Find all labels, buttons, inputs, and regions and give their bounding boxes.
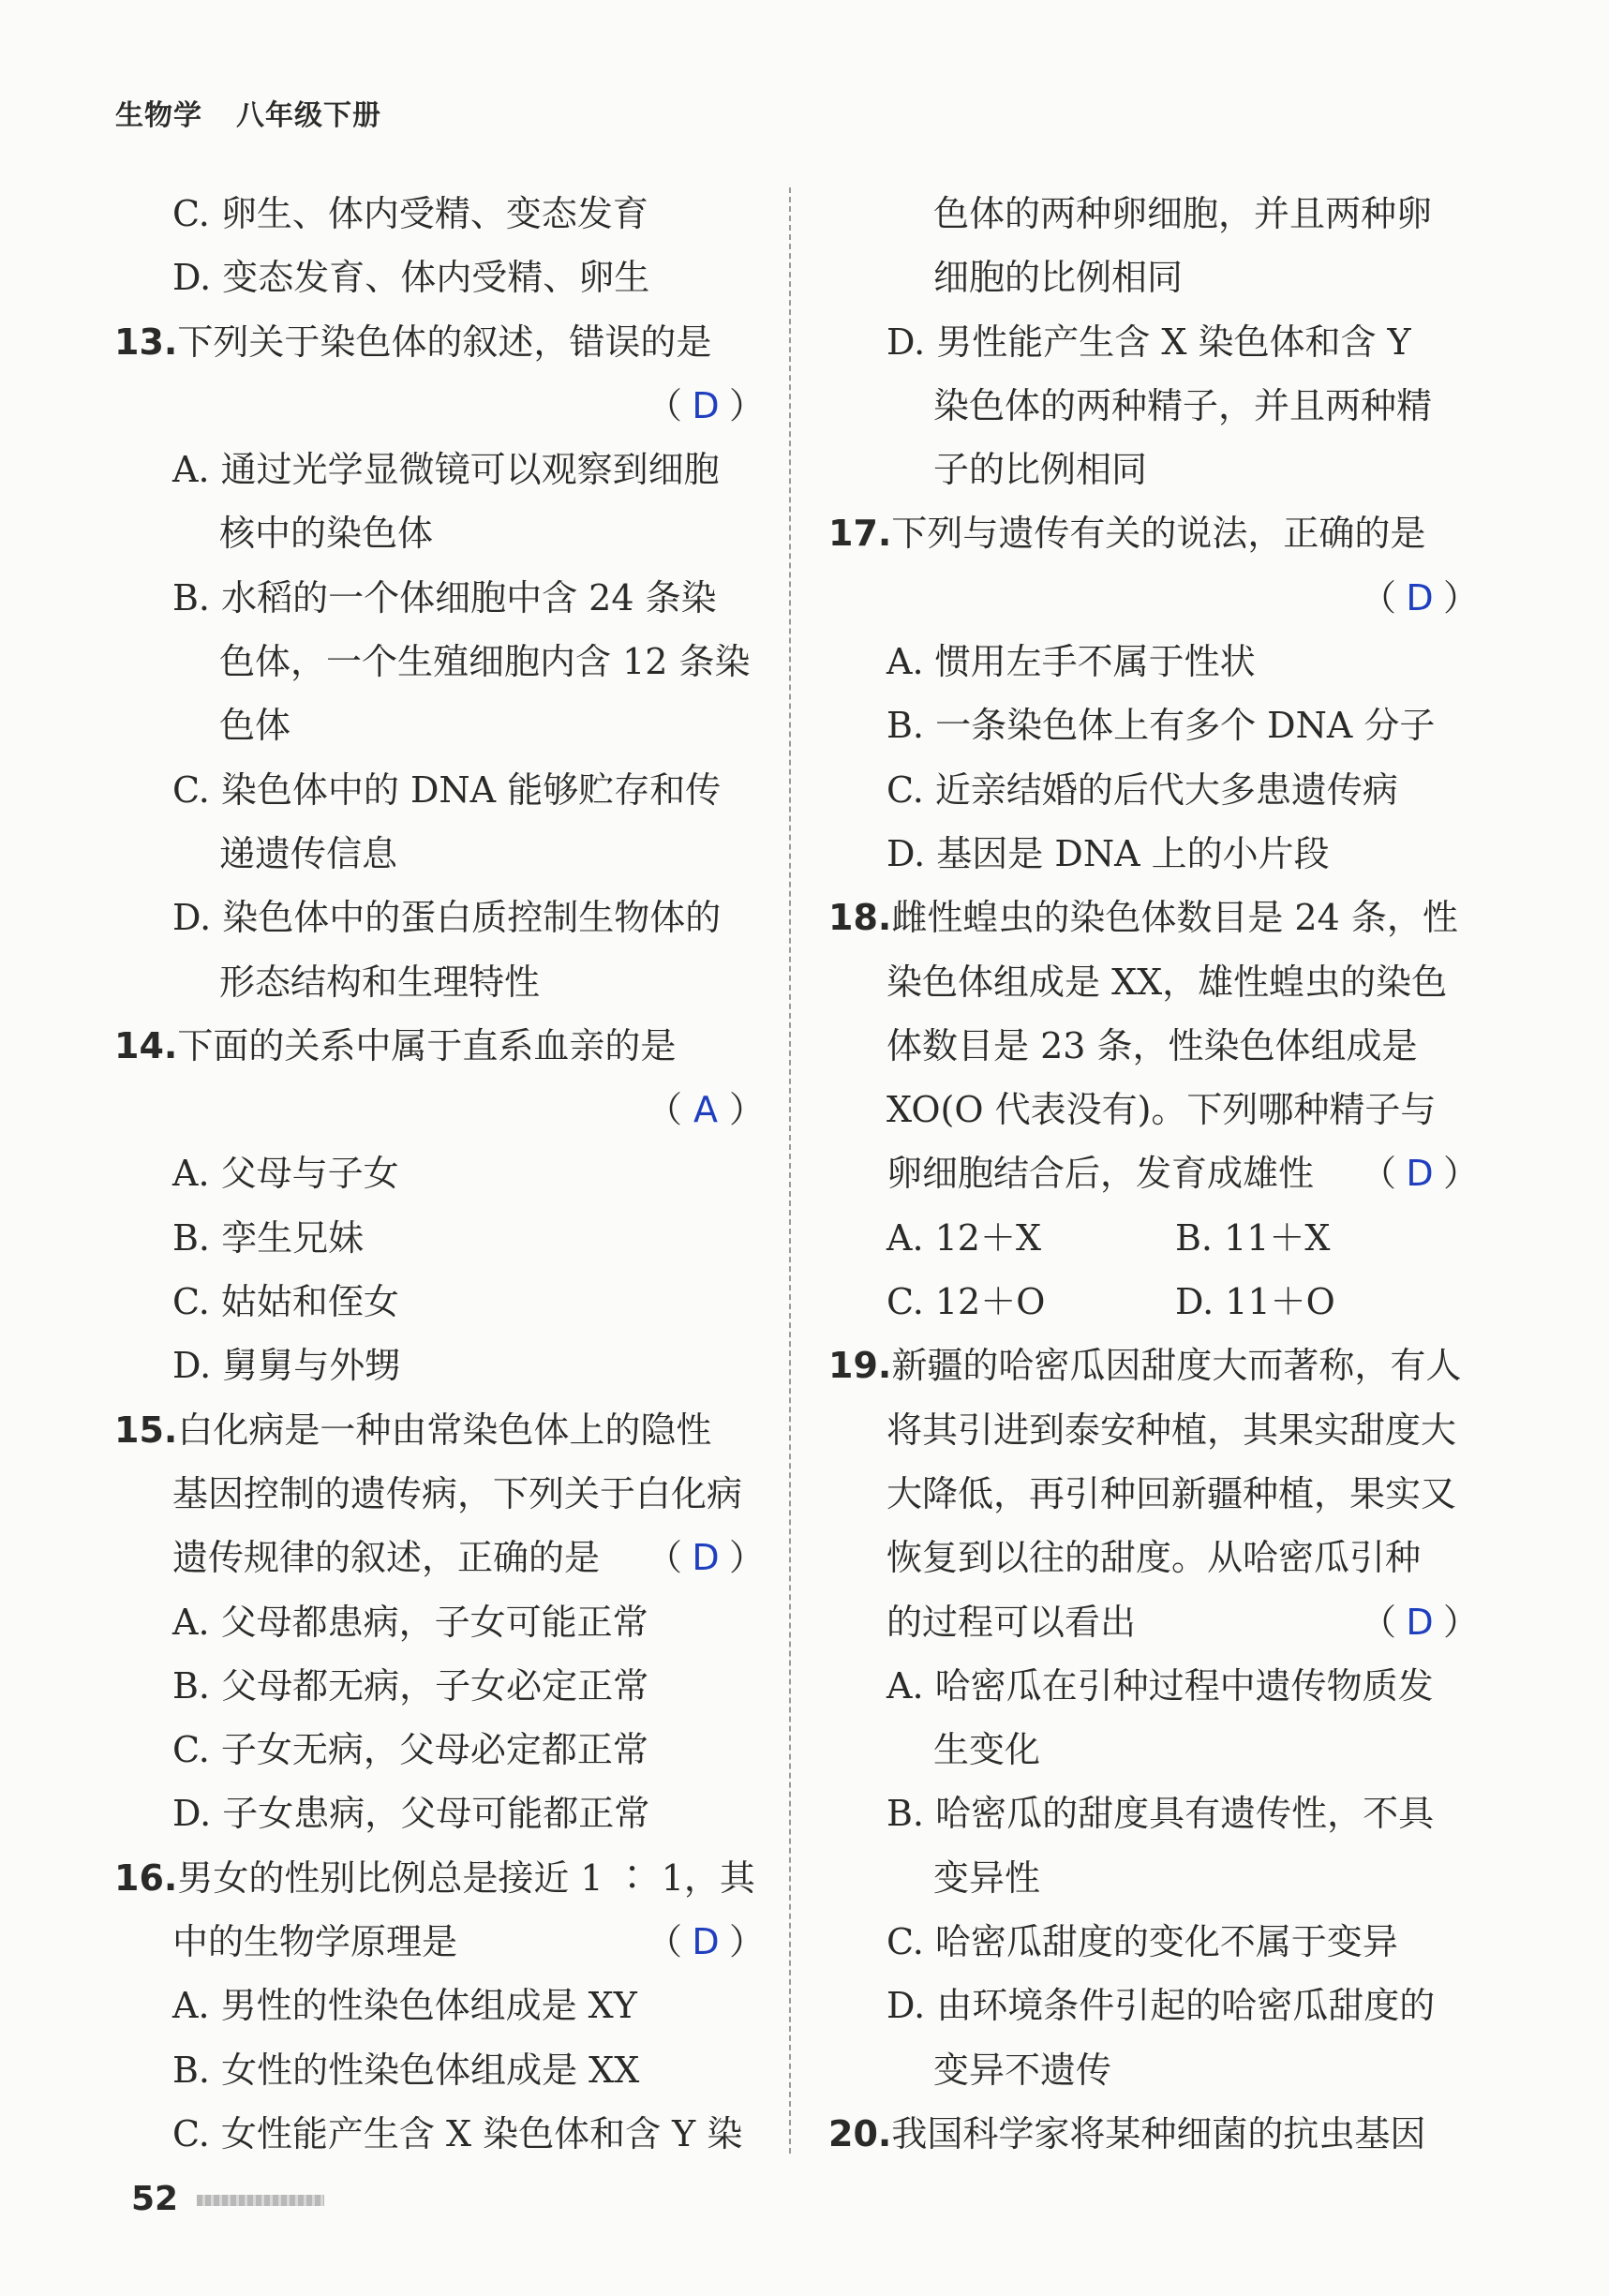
option-line: D. 由环境条件引起的哈密瓜甜度的	[886, 1985, 1436, 2027]
question-15-stem: 15.白化病是一种由常染色体上的隐性	[114, 1409, 712, 1451]
option-line: 细胞的比例相同	[933, 257, 1184, 299]
answer-letter: D	[692, 1921, 720, 1963]
option-line: A. 父母与子女	[172, 1153, 399, 1195]
answer-letter: D	[692, 384, 720, 426]
question-19-stem: 19.新疆的哈密瓜因甜度大而著称，有人	[828, 1345, 1462, 1387]
page-number: 52	[131, 2180, 179, 2218]
stem-line: XO(O 代表没有)。下列哪种精子与	[886, 1089, 1437, 1131]
option-line: 色体，一个生殖细胞内含 12 条染	[219, 641, 751, 683]
option-line: D. 男性能产生含 X 染色体和含 Y	[886, 321, 1411, 363]
option-line: A. 哈密瓜在引种过程中遗传物质发	[886, 1664, 1434, 1707]
answer-bracket: （ D ）	[828, 566, 1484, 630]
answer-letter: D	[1406, 1601, 1434, 1643]
option-line: A. 惯用左手不属于性状	[886, 641, 1256, 683]
stem-line: 的过程可以看出 （ D ）	[828, 1590, 1484, 1654]
option-line: A. 父母都患病，子女可能正常	[172, 1601, 648, 1643]
stem-line: 将其引进到泰安种植，其果实甜度大	[886, 1409, 1457, 1451]
option-line: C. 哈密瓜甜度的变化不属于变异	[886, 1921, 1398, 1963]
option: C. 12＋O	[886, 1281, 1046, 1323]
option-line: B. 一条染色体上有多个 DNA 分子	[886, 705, 1436, 747]
stem-line: 大降低，再引种回新疆种植，果实又	[886, 1472, 1457, 1514]
option-line: 生变化	[933, 1729, 1041, 1771]
option-line: C. 卵生、体内受精、变态发育	[172, 193, 648, 234]
option-line: C. 近亲结婚的后代大多患遗传病	[886, 768, 1398, 811]
stem-line: 中的生物学原理是 （ D ）	[114, 1910, 770, 1974]
left-column	[114, 182, 770, 2166]
answer-letter: D	[1406, 576, 1434, 619]
option-line: 形态结构和生理特性	[219, 961, 541, 1003]
question-13-stem: 13.下列关于染色体的叙述，错误的是	[114, 321, 712, 363]
answer-bracket: （ D ）	[1361, 1141, 1479, 1205]
option-line: D. 变态发育、体内受精、卵生	[172, 257, 650, 299]
option-line: B. 孪生兄妹	[172, 1216, 365, 1259]
question-number: 16.	[114, 1856, 178, 1899]
stem-line: 卵细胞结合后，发育成雄性 （ D ）	[828, 1141, 1484, 1205]
question-17-stem: 17.下列与遗传有关的说法，正确的是	[828, 513, 1426, 555]
option-line: 色体	[219, 705, 291, 747]
option-line: 色体的两种卵细胞，并且两种卵	[933, 193, 1433, 234]
option-line: A. 男性的性染色体组成是 XY	[172, 1985, 637, 2027]
stem-line: 体数目是 23 条，性染色体组成是	[886, 1024, 1418, 1066]
question-number: 17.	[828, 513, 892, 555]
option-line: C. 姑姑和侄女	[172, 1281, 399, 1323]
option-line: B. 女性的性染色体组成是 XX	[172, 2049, 640, 2091]
answer-letter: D	[1406, 1153, 1434, 1195]
question-number: 15.	[114, 1409, 178, 1451]
stem-line: 染色体组成是 XX，雄性蝗虫的染色	[886, 961, 1448, 1003]
answer-bracket: （ D ）	[647, 1526, 765, 1589]
question-number: 14.	[114, 1024, 178, 1066]
option-line: 变异性	[933, 1856, 1041, 1899]
answer-bracket: （ D ）	[114, 374, 770, 438]
option-line: B. 水稻的一个体细胞中含 24 条染	[172, 576, 717, 619]
question-number: 20.	[828, 2112, 892, 2154]
answer-bracket: （ D ）	[647, 1910, 765, 1974]
right-column	[828, 182, 1484, 2166]
stem-line: 恢复到以往的甜度。从哈密瓜引种	[886, 1537, 1422, 1579]
option: D. 11＋O	[1175, 1281, 1335, 1323]
option-line: B. 父母都无病，子女必定正常	[172, 1664, 649, 1707]
question-20-stem: 20.我国科学家将某种细菌的抗虫基因	[828, 2112, 1426, 2154]
answer-letter: A	[693, 1089, 718, 1131]
option-line: A. 通过光学显微镜可以观察到细胞	[172, 449, 720, 491]
option-line: C. 子女无病，父母必定都正常	[172, 1729, 648, 1771]
option-line: D. 基因是 DNA 上的小片段	[886, 832, 1330, 874]
grade-label: 八年级下册	[236, 99, 381, 132]
option: A. 12＋X	[886, 1216, 1042, 1259]
footer-decoration	[197, 2195, 324, 2206]
column-divider	[789, 187, 791, 2154]
option-row	[828, 1270, 1484, 1334]
option-line: 递遗传信息	[219, 832, 398, 874]
option-line: D. 舅舅与外甥	[172, 1345, 401, 1387]
option-line: C. 女性能产生含 X 染色体和含 Y 染	[172, 2112, 743, 2154]
question-number: 19.	[828, 1345, 892, 1387]
question-18-stem: 18.雌性蝗虫的染色体数目是 24 条，性	[828, 897, 1458, 939]
option-line: 染色体的两种精子，并且两种精	[933, 384, 1433, 426]
answer-letter: D	[692, 1537, 720, 1579]
option-line: D. 子女患病，父母可能都正常	[172, 1793, 650, 1835]
question-16-stem: 16.男女的性别比例总是接近 1 ∶ 1，其	[114, 1856, 755, 1899]
stem-line: 遗传规律的叙述，正确的是 （ D ）	[114, 1526, 770, 1589]
option-line: 核中的染色体	[219, 513, 434, 555]
question-number: 13.	[114, 321, 178, 363]
option-line: D. 染色体中的蛋白质控制生物体的	[172, 897, 722, 939]
option-line: 子的比例相同	[933, 449, 1148, 491]
option-line: C. 染色体中的 DNA 能够贮存和传	[172, 768, 722, 811]
option: B. 11＋X	[1175, 1216, 1331, 1259]
stem-line: 基因控制的遗传病，下列关于白化病	[172, 1472, 743, 1514]
option-line: B. 哈密瓜的甜度具有遗传性，不具	[886, 1793, 1435, 1835]
question-14-stem: 14.下面的关系中属于直系血亲的是	[114, 1024, 677, 1066]
answer-bracket: （ D ）	[1361, 1590, 1479, 1654]
subject-label: 生物学	[115, 99, 202, 132]
option-line: 变异不遗传	[933, 2049, 1112, 2091]
running-header	[115, 92, 381, 133]
option-row	[828, 1206, 1484, 1270]
answer-bracket: （ A ）	[114, 1078, 770, 1141]
question-number: 18.	[828, 897, 892, 939]
